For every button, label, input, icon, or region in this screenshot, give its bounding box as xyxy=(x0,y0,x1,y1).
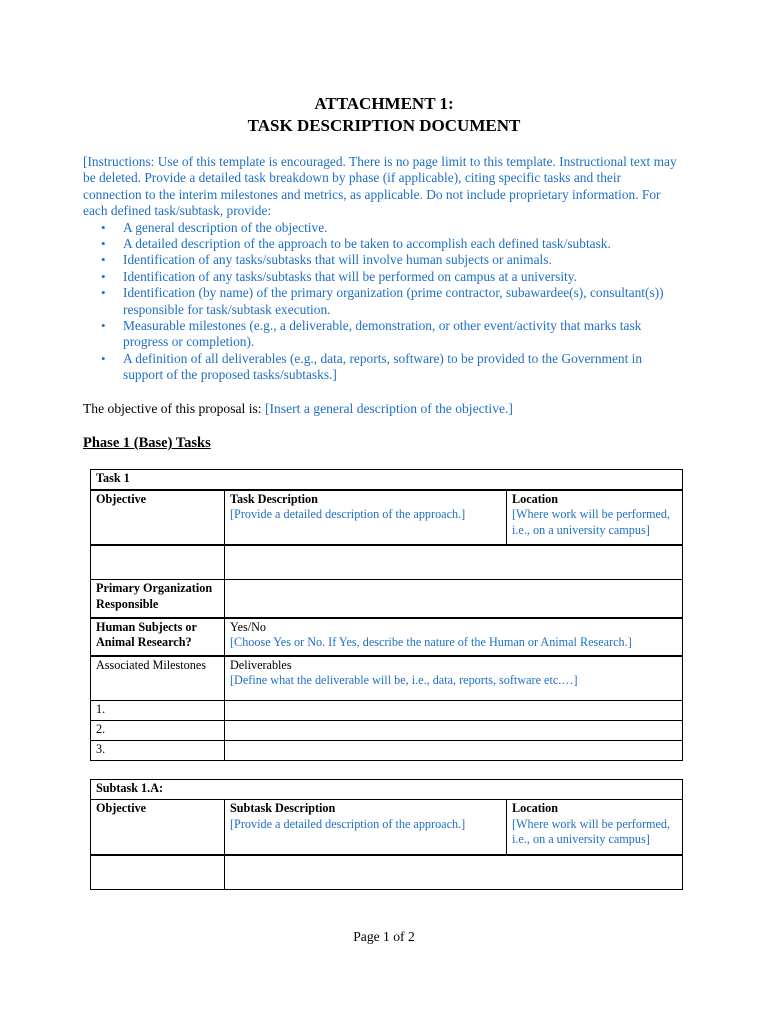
deliverables-label: Deliverables xyxy=(230,657,292,672)
deliverable-input[interactable] xyxy=(225,741,683,761)
human-subjects-placeholder: [Choose Yes or No. If Yes, describe the nature of the Human or Animal Research.] xyxy=(230,635,632,649)
bullet-icon: • xyxy=(101,252,106,268)
task-objective-input[interactable] xyxy=(91,545,225,580)
task-description-label: Task Description xyxy=(230,491,318,506)
subtask-objective-label: Objective xyxy=(91,800,225,855)
deliverables-placeholder: [Define what the deliverable will be, i.e., data, reports, software etc.…] xyxy=(230,673,578,687)
bullet-icon: • xyxy=(101,236,106,252)
bullet-icon: • xyxy=(101,350,106,366)
task-title: Task 1 xyxy=(91,470,683,490)
milestone-number: 2. xyxy=(91,721,225,741)
bullet-icon: • xyxy=(101,268,106,284)
subtask-location-cell[interactable] xyxy=(507,800,683,855)
milestone-number: 3. xyxy=(91,741,225,761)
bullet-icon: • xyxy=(101,285,106,301)
page-number: Page 1 of 2 xyxy=(353,929,415,944)
milestones-label: Associated Milestones xyxy=(91,656,225,701)
subtask-table xyxy=(90,779,683,890)
human-subjects-value: Yes/No xyxy=(230,619,267,634)
human-subjects-cell[interactable] xyxy=(225,618,683,656)
primary-org-label: Primary Organization Responsible xyxy=(91,580,225,618)
deliverable-input[interactable] xyxy=(225,721,683,741)
table-row xyxy=(91,701,683,721)
task-description-input[interactable] xyxy=(225,545,683,580)
bullet-icon: • xyxy=(101,219,106,235)
instruction-item: • Identification of any tasks/subtasks that will involve human subjects or animals. xyxy=(101,252,552,268)
instruction-item: • Identification of any tasks/subtasks that will be performed on campus at a university. xyxy=(101,268,577,284)
table-row xyxy=(91,741,683,761)
subtask-description-label: Subtask Description xyxy=(230,801,336,815)
human-subjects-label: Human Subjects or Animal Research? xyxy=(91,618,225,656)
primary-org-input[interactable] xyxy=(225,580,683,618)
instruction-item: • A detailed description of the approach to be taken to accomplish each defined task/subtask. xyxy=(101,236,611,252)
bullet-icon: • xyxy=(101,318,106,334)
subtask-objective-input[interactable] xyxy=(91,855,225,890)
instruction-item: • A general description of the objective. xyxy=(101,219,328,235)
milestone-number: 1. xyxy=(91,701,225,721)
document-title-line2: TASK DESCRIPTION DOCUMENT xyxy=(247,116,521,135)
instructions-intro: [Instructions: Use of this template is encouraged. There is no page limit to this template. Instructional text may be deleted. Provide a detailed task breakdown by phase (if applicable), citing specific tasks and their connection to the interim milestones and metrics, as applicable. Do not include proprietary information. For each defined task/subtask, provide: xyxy=(83,154,677,219)
subtask-description-input[interactable] xyxy=(225,855,683,890)
task-table xyxy=(90,469,683,761)
subtask-description-placeholder: [Provide a detailed description of the approach.] xyxy=(230,816,466,831)
instructions-list xyxy=(83,220,683,384)
task-location-placeholder: [Where work will be performed, i.e., on a university campus] xyxy=(512,507,671,537)
task-description-placeholder: [Provide a detailed description of the approach.] xyxy=(230,507,466,521)
instructions-block xyxy=(83,154,683,384)
subtask-location-label: Location xyxy=(512,801,559,815)
instruction-item: • Measurable milestones (e.g., a deliverable, demonstration, or other event/activity that marks task progress or completion). xyxy=(101,318,642,350)
document-title-line1: ATTACHMENT 1: xyxy=(314,94,454,113)
deliverables-cell[interactable] xyxy=(225,656,683,701)
subtask-location-placeholder: [Where work will be performed, i.e., on a university campus] xyxy=(512,816,671,846)
subtask-title: Subtask 1.A: xyxy=(91,780,683,800)
table-row xyxy=(91,721,683,741)
proposal-objective-line xyxy=(83,400,703,417)
proposal-objective-placeholder[interactable]: [Insert a general description of the objective.] xyxy=(264,401,513,416)
subtask-description-cell[interactable] xyxy=(225,800,507,855)
instruction-item: • Identification (by name) of the primary organization (prime contractor, subawardee(s), consultant(s)) responsible for task/subtask execution. xyxy=(101,285,664,317)
phase-heading: Phase 1 (Base) Tasks xyxy=(83,435,211,451)
task-location-label: Location xyxy=(512,491,559,506)
task-objective-label: Objective xyxy=(91,490,225,545)
task-location-cell[interactable] xyxy=(507,490,683,545)
task-description-cell[interactable] xyxy=(225,490,507,545)
instruction-item: • A definition of all deliverables (e.g., data, reports, software) to be provided to the Government in support of the proposed tasks/subtasks.] xyxy=(101,350,643,383)
proposal-objective-label: The objective of this proposal is: xyxy=(83,401,265,416)
deliverable-input[interactable] xyxy=(225,701,683,721)
